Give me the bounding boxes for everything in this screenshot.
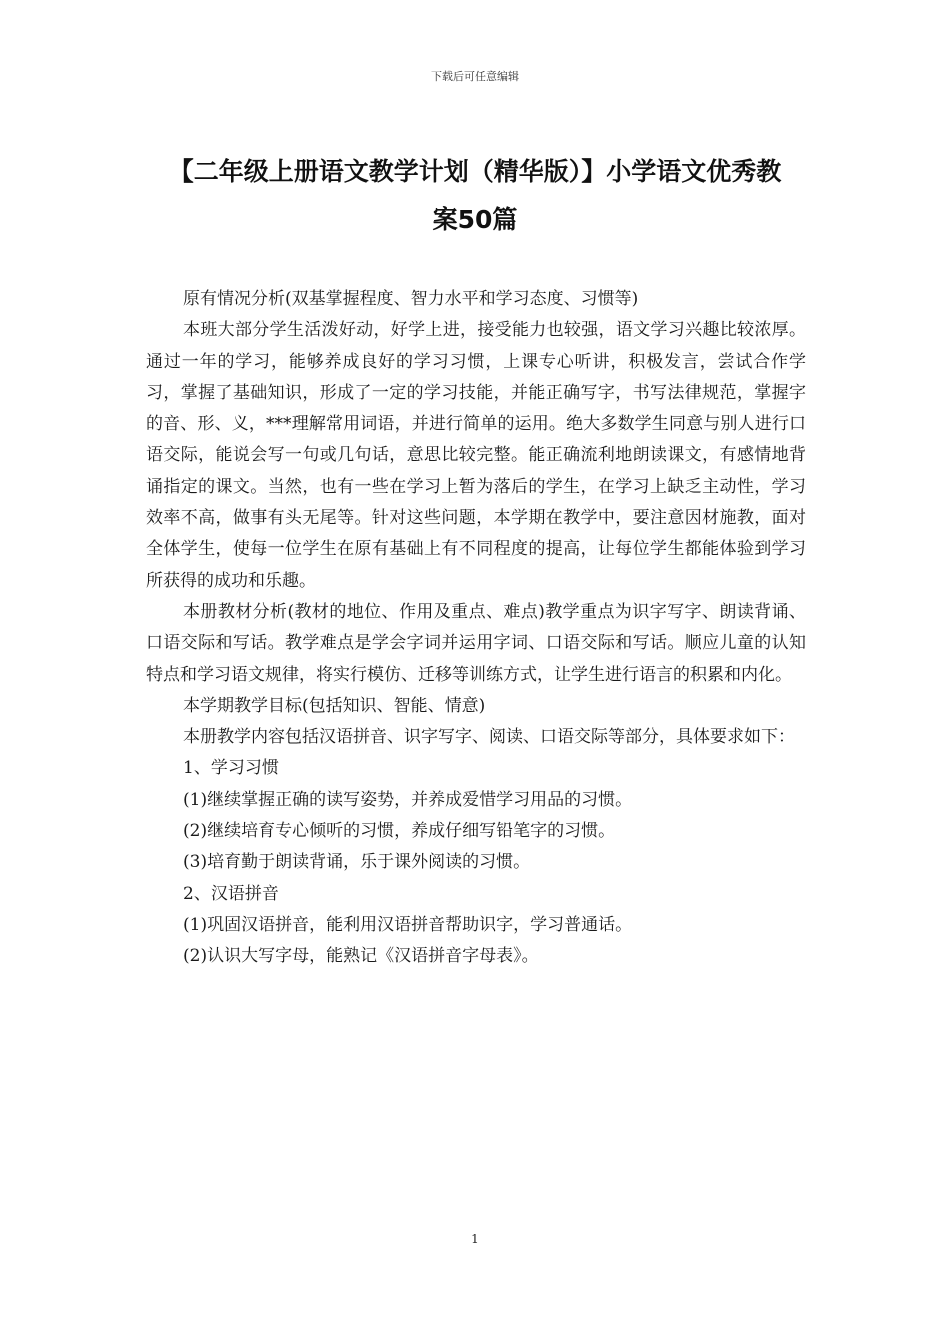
paragraph-objectives-heading: 本学期教学目标(包括知识、智能、情意) (183, 695, 486, 716)
list-item-pinyin-2: (2)认识大写字母，能熟记《汉语拼音字母表》。 (183, 946, 539, 967)
list-item-pinyin-1: (1)巩固汉语拼音，能利用汉语拼音帮助识字，学习普通话。 (183, 914, 633, 935)
title-line-1: 【二年级上册语文教学计划（精华版）】小学语文优秀教 (168, 157, 782, 186)
section-heading-pinyin: 2、汉语拼音 (183, 883, 279, 904)
header-note: 下载后可任意编辑 (431, 70, 519, 83)
list-item-habit-1: (1)继续掌握正确的读写姿势，并养成爱惜学习用品的习惯。 (183, 789, 633, 810)
title-line-2: 案50篇 (432, 205, 518, 234)
paragraph-class-analysis: 本班大部分学生活泼好动，好学上进，接受能力也较强，语文学习兴趣比较浓厚。通过一年的学习，能够养成良好的学习习惯，上课专心听讲，积极发言，尝试合作学习，掌握了基础知识，形成了一定的学习技能，并能正确写字，书写法律规范，掌握字的音、形、义，***理解常用词语，并进行简单的运用。绝大多数学生同意与别人进行口语交际，能说会写一句或几句话，意思比较完整。能正确流利地朗读课文，有感情地背诵指定的课文。当然，也有一些在学习上暂为落后的学生，在学习上缺乏主动性，学习效率不高，做事有头无尾等。针对这些问题，本学期在教学中，要注意因材施教，面对全体学生，使每一位学生在原有基础上有不同程度的提高，让每位学生都能体验到学习所获得的成功和乐趣。 (146, 320, 806, 591)
paragraph-textbook-analysis: 本册教材分析(教材的地位、作用及重点、难点)教学重点为识字写字、朗读背诵、口语交际和写话。教学难点是学会字词并运用字词、口语交际和写话。顺应儿童的认知特点和学习语文规律，将实行模仿、迁移等训练方式，让学生进行语言的积累和内化。 (146, 601, 806, 685)
paragraph-original-situation-heading: 原有情况分析(双基掌握程度、智力水平和学习态度、习惯等) (183, 289, 639, 309)
document-title (100, 148, 850, 244)
section-heading-study-habits: 1、学习习惯 (183, 758, 279, 779)
paragraph-content-requirements: 本册教学内容包括汉语拼音、识字写字、阅读、口语交际等部分，具体要求如下： (183, 727, 795, 748)
list-item-habit-3: (3)培育勤于朗读背诵，乐于课外阅读的习惯。 (183, 852, 531, 873)
document-body (146, 284, 806, 973)
list-item-habit-2: (2)继续培育专心倾听的习惯，养成仔细写铅笔字的习惯。 (183, 821, 616, 842)
page-number: 1 (471, 1232, 479, 1246)
